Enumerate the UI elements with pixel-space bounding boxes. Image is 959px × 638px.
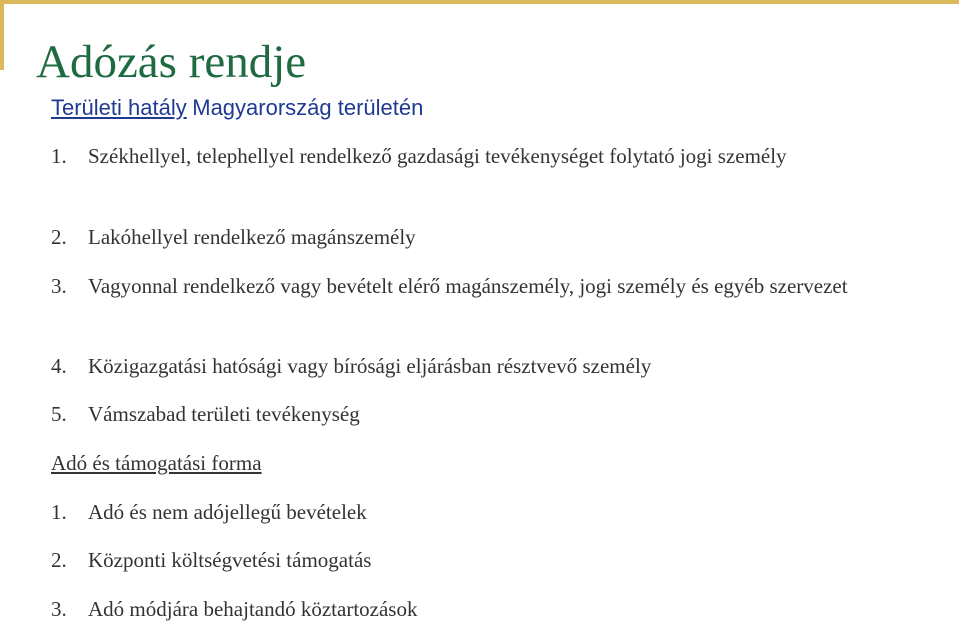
slide-subtitle bbox=[51, 94, 423, 122]
item-number: 3. bbox=[51, 274, 67, 298]
item-number: 2. bbox=[51, 225, 67, 249]
form-item-2 bbox=[51, 545, 901, 576]
slide-frame-left bbox=[0, 0, 4, 70]
item-number: 3. bbox=[51, 597, 67, 621]
item-text: Központi költségvetési támogatás bbox=[88, 548, 372, 572]
subtitle-label: Területi hatály bbox=[51, 95, 187, 120]
territorial-item-5 bbox=[51, 399, 901, 430]
slide-frame-top bbox=[0, 0, 959, 4]
item-number: 2. bbox=[51, 548, 67, 572]
item-text: Vámszabad területi tevékenység bbox=[88, 402, 360, 426]
item-text: Közigazgatási hatósági vagy bírósági eljárásban résztvevő személy bbox=[88, 354, 652, 378]
territorial-item-2 bbox=[51, 222, 901, 253]
section-heading: Adó és támogatási forma bbox=[51, 451, 262, 475]
form-item-1 bbox=[51, 497, 901, 528]
item-text: Adó módjára behajtandó köztartozások bbox=[88, 597, 418, 621]
form-item-3 bbox=[51, 594, 901, 625]
item-text: Székhellyel, telephellyel rendelkező gazdasági tevékenységet folytató jogi személy bbox=[88, 144, 787, 168]
slide-title: Adózás rendje bbox=[36, 36, 307, 88]
item-text: Adó és nem adójellegű bevételek bbox=[88, 500, 367, 524]
item-number: 1. bbox=[51, 144, 67, 168]
item-text: Lakóhellyel rendelkező magánszemély bbox=[88, 225, 416, 249]
item-number: 5. bbox=[51, 402, 67, 426]
item-text: Vagyonnal rendelkező vagy bevételt elérő magánszemély, jogi személy és egyéb szervezet bbox=[88, 274, 848, 298]
item-number: 4. bbox=[51, 354, 67, 378]
territorial-item-1 bbox=[51, 141, 901, 172]
subtitle-value: Magyarország területén bbox=[192, 95, 424, 120]
territorial-item-4 bbox=[51, 351, 901, 382]
item-number: 1. bbox=[51, 500, 67, 524]
territorial-item-3 bbox=[51, 271, 901, 302]
